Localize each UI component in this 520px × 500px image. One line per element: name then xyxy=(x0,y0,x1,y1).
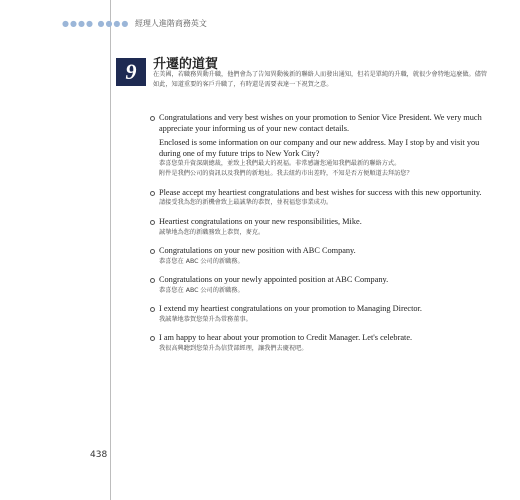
margin-rule xyxy=(110,0,111,500)
list-item xyxy=(147,275,487,296)
section-number-badge: 9 xyxy=(116,58,146,86)
list-item xyxy=(147,304,487,325)
running-header xyxy=(62,18,207,29)
chinese-translation: 恭喜您榮升資深副總裁，並致上我們最大的祝福。非常感謝您通知我們最新的聯絡方式。 xyxy=(159,160,401,168)
bullet-icon xyxy=(150,249,155,254)
bullet-icon xyxy=(150,307,155,312)
english-sentence: I extend my heartiest congratulations on your promotion to Managing Director. xyxy=(159,304,422,314)
bullet-icon xyxy=(150,220,155,225)
chinese-translation: 請接受我為您的新機會致上最誠摯的恭賀，並祝福您事業成功。 xyxy=(159,199,333,207)
intro-paragraph: 在美國，若職務異動升職，他們會為了告知異動後新的聯絡人而發出通知，但若是單純的升職，就很少會特地這麼做。儘管如此，知道重要的客戶升職了，有時還是需要表達一下祝賀之意。 xyxy=(153,71,488,88)
bullet-icon xyxy=(150,116,155,121)
english-sentence: I am happy to hear about your promotion to Credit Manager. Let's celebrate. xyxy=(159,333,413,343)
bullet-icon xyxy=(150,336,155,341)
example-list xyxy=(147,113,487,362)
english-sentence: Congratulations on your newly appointed position at ABC Company. xyxy=(159,275,389,285)
chinese-translation: 恭喜您在 ABC 公司的新職務。 xyxy=(159,286,244,294)
english-sentence: Congratulations on your new position with ABC Company. xyxy=(159,246,356,256)
chinese-translation: 誠摯地為您的新職務致上恭賀，麥克。 xyxy=(159,228,265,236)
list-item xyxy=(147,217,487,238)
english-sentence: Heartiest congratulations on your new responsibilities, Mike. xyxy=(159,216,362,226)
english-sentence: Please accept my heartiest congratulations and best wishes for success with this new opportunity. xyxy=(159,187,482,197)
list-item xyxy=(147,333,487,354)
english-sentence: Congratulations and very best wishes on your promotion to Senior Vice President. We very much appreciate your informing us of your new contact details. xyxy=(159,113,482,133)
bullet-icon xyxy=(150,191,155,196)
list-item xyxy=(147,113,487,179)
english-sentence: Enclosed is some information on our company and our new address. May I stop by and visit you during one of my future trips to New York City? xyxy=(159,138,480,158)
header-dots: ●●●● ●●●● xyxy=(62,19,130,28)
bullet-icon xyxy=(150,278,155,283)
chinese-translation: 我誠摯地恭賀您榮升為常務董事。 xyxy=(159,315,252,323)
book-title: 經理人進階商務英文 xyxy=(134,19,207,28)
chinese-translation: 我很高興聽到您榮升為信貸部經理，讓我們去慶祝吧。 xyxy=(159,344,308,352)
chinese-translation: 附件是我們公司的資訊以及我們的新地址。我去紐約市出差時，不知是否方便順道去拜訪您？ xyxy=(159,170,413,178)
list-item xyxy=(147,246,487,267)
list-item xyxy=(147,188,487,209)
page-number: 438 xyxy=(90,450,108,460)
chinese-translation: 恭喜您在 ABC 公司的新職務。 xyxy=(159,257,244,265)
section-title: 升遷的道賀 xyxy=(153,57,219,72)
